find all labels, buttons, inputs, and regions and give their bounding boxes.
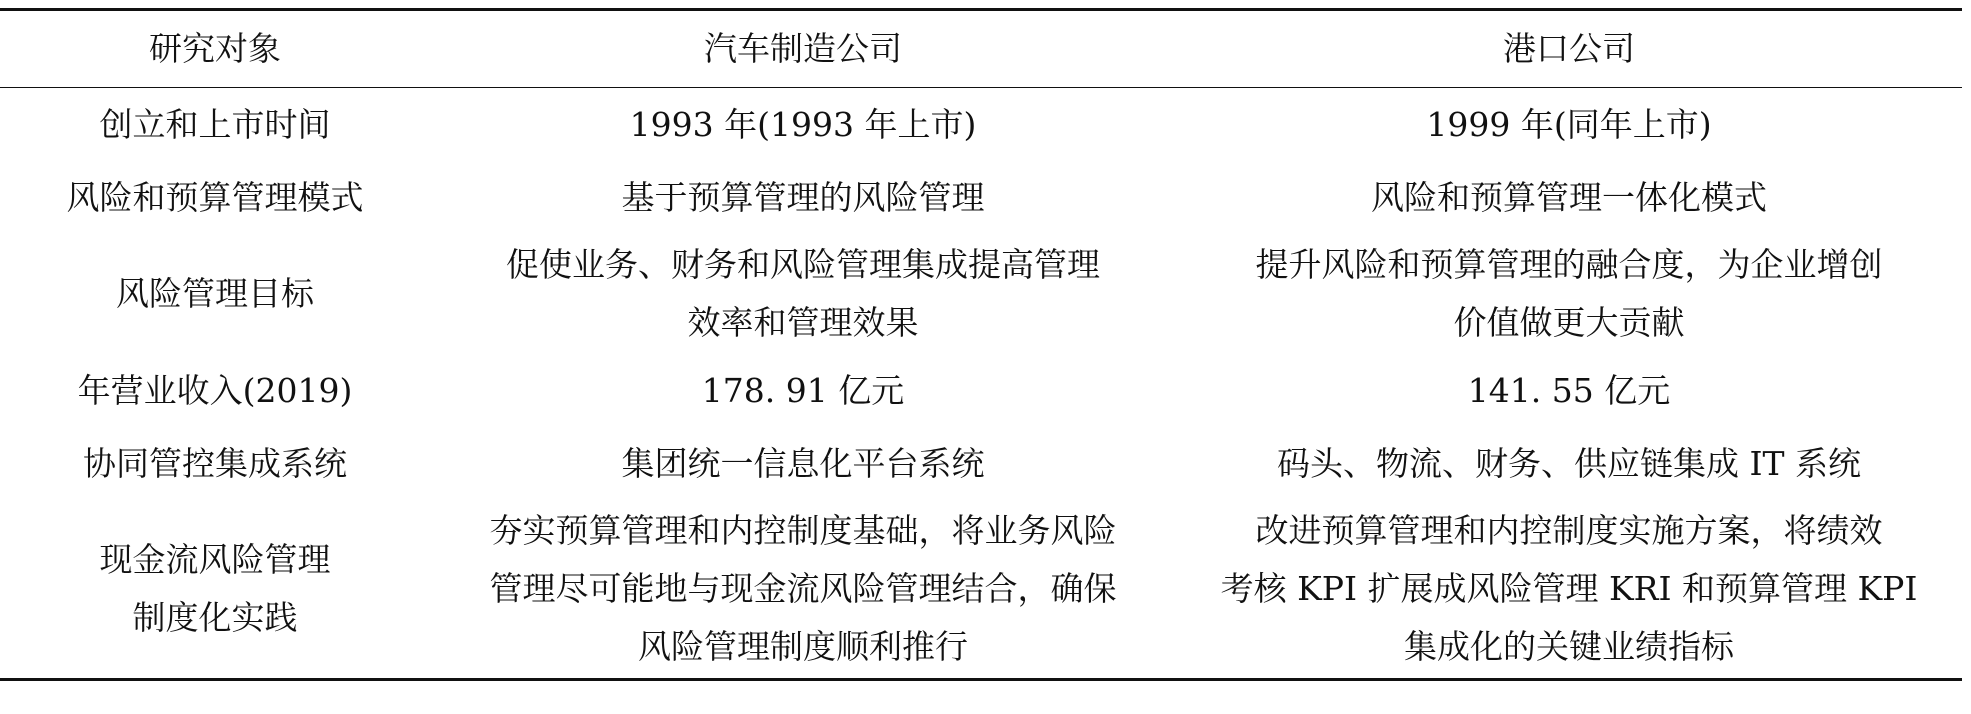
cell-line: 1999 年(同年上市) [1426, 104, 1712, 144]
cell-line: 促使业务、财务和风险管理集成提高管理 [506, 245, 1100, 284]
cell-line: 风险管理制度顺利推行 [638, 627, 968, 666]
cell-line: 现金流风险管理 [99, 540, 331, 579]
cell-line: 考核 KPI 扩展成风险管理 KRI 和预算管理 KPI [1220, 569, 1918, 608]
cell-line: 风险和预算管理一体化模式 [1371, 177, 1767, 217]
table-row [0, 161, 1962, 234]
cell-line: 价值做更大贡献 [1453, 303, 1685, 342]
cell-line: 改进预算管理和内控制度实施方案，将绩效 [1255, 511, 1883, 550]
auto-company-cell [430, 354, 1176, 427]
auto-company-cell [430, 234, 1176, 354]
table-row [0, 427, 1962, 500]
port-company-cell [1176, 427, 1962, 500]
auto-company-cell [430, 88, 1176, 162]
cell-line: 集成化的关键业绩指标 [1404, 627, 1734, 666]
comparison-table-wrapper [0, 8, 1971, 681]
cell-line: 提升风险和预算管理的融合度，为企业增创 [1255, 245, 1883, 284]
cell-line: 创立和上市时间 [99, 104, 331, 144]
port-company-cell [1176, 500, 1962, 680]
cell-line: 141. 55 亿元 [1467, 370, 1671, 410]
cell-line: 制度化实践 [132, 598, 298, 637]
table-row [0, 500, 1962, 680]
cell-line: 年营业收入(2019) [77, 370, 353, 410]
cell-line: 1993 年(1993 年上市) [629, 104, 977, 144]
row-label [0, 354, 430, 427]
row-label [0, 161, 430, 234]
row-label [0, 88, 430, 162]
auto-company-cell [430, 427, 1176, 500]
port-company-cell [1176, 161, 1962, 234]
header-auto-company: 汽车制造公司 [704, 29, 902, 68]
row-label [0, 500, 430, 680]
table-body [0, 88, 1962, 680]
cell-line: 风险管理目标 [116, 274, 314, 313]
port-company-cell [1176, 234, 1962, 354]
comparison-table [0, 8, 1962, 681]
table-header-row [0, 10, 1962, 88]
cell-line: 基于预算管理的风险管理 [621, 177, 985, 217]
cell-line: 178. 91 亿元 [701, 370, 905, 410]
port-company-cell [1176, 88, 1962, 162]
table-row [0, 354, 1962, 427]
cell-line: 效率和管理效果 [687, 303, 919, 342]
cell-line: 集团统一信息化平台系统 [621, 443, 985, 483]
row-label [0, 234, 430, 354]
cell-line: 管理尽可能地与现金流风险管理结合，确保 [489, 569, 1117, 608]
auto-company-cell [430, 500, 1176, 680]
table-row [0, 234, 1962, 354]
header-port-company: 港口公司 [1503, 29, 1635, 68]
table-row [0, 88, 1962, 162]
row-label [0, 427, 430, 500]
header-research-object: 研究对象 [149, 29, 281, 68]
auto-company-cell [430, 161, 1176, 234]
cell-line: 码头、物流、财务、供应链集成 IT 系统 [1276, 443, 1862, 483]
cell-line: 夯实预算管理和内控制度基础，将业务风险 [489, 511, 1117, 550]
cell-line: 风险和预算管理模式 [66, 177, 364, 217]
port-company-cell [1176, 354, 1962, 427]
cell-line: 协同管控集成系统 [83, 443, 347, 483]
